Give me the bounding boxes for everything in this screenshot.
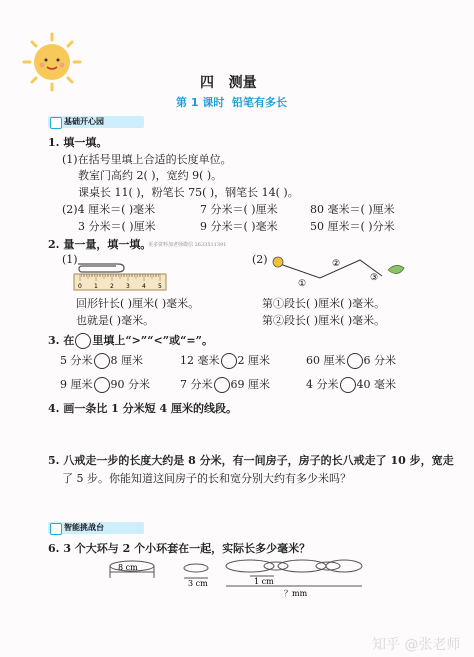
- label-total: ？mm: [284, 589, 308, 598]
- q1-row1: 教室门高约 2( )，宽约 9( )。: [78, 169, 223, 182]
- comparison-circle-blank[interactable]: [94, 377, 110, 393]
- segment-2-label: ②: [332, 259, 341, 269]
- ruler-tick-label: 1: [94, 283, 98, 290]
- lesson-title: [176, 94, 287, 110]
- q2-right-line1: 第①段长( )厘米( )毫米。: [262, 297, 386, 310]
- ruler-tick-label: 2: [110, 283, 114, 290]
- label-big-ring: 8 cm: [118, 563, 138, 572]
- q3-title: [48, 332, 213, 349]
- comparison-circle-blank[interactable]: [340, 377, 356, 393]
- q1-row3-b: 7 分米＝( )厘米: [200, 203, 278, 216]
- segment-1-label: ①: [298, 279, 307, 289]
- comparison-circle-blank[interactable]: [214, 377, 230, 393]
- label-gap: 1 cm: [254, 577, 274, 586]
- q1-row3-c: 80 毫米＝( )厘米: [310, 203, 395, 216]
- ruler-tick-label: 5: [158, 283, 162, 290]
- q2-part2-label: (2): [252, 253, 268, 266]
- q4-text: 4. 画一条比 1 分米短 4 厘米的线段。: [48, 402, 237, 415]
- comparison-right: 40 毫米: [356, 378, 396, 391]
- circle-blank-sample: [75, 333, 91, 349]
- comparison-circle-blank[interactable]: [221, 353, 237, 369]
- q2-right-line2: 第②段长( )厘米( )毫米。: [262, 314, 386, 327]
- q1-title: 1. 填一填。: [48, 136, 108, 149]
- q2-part1-label: (1): [62, 253, 78, 266]
- comparison-left: 7 分米: [180, 378, 213, 391]
- section-tag-label: 基础开心园: [64, 117, 104, 126]
- comparison-left: 12 毫米: [180, 354, 220, 367]
- ruler-tick-label: 3: [126, 283, 130, 290]
- q1-sub1: (1)在括号里填上合适的长度单位。: [62, 153, 232, 166]
- q2-note: 更多资料加老师微信 2633511391: [148, 242, 227, 248]
- q1-row3-a: (2)4 厘米＝( )毫米: [62, 203, 156, 216]
- label-small-ring: 3 cm: [188, 579, 208, 588]
- lesson-label: 第 1 课时: [176, 96, 225, 109]
- q6-title: 6. 3 个大环与 2 个小环套在一起，实际长多少毫米？: [48, 542, 311, 555]
- unit-title: [200, 72, 257, 92]
- segment-3-label: ③: [370, 273, 379, 283]
- ruler-tick-label: 0: [78, 283, 82, 290]
- comparison-circle-blank[interactable]: [94, 353, 110, 369]
- notebook-icon: [50, 117, 62, 129]
- ruler-tick-label: 4: [142, 283, 146, 290]
- q3-title-post: 里填上“>”“<”或“=”。: [92, 334, 213, 347]
- notebook-icon: [50, 523, 62, 535]
- comparison-right: 2 厘米: [237, 354, 270, 367]
- comparison-item: [306, 376, 396, 393]
- comparison-right: 90 分米: [110, 378, 150, 391]
- comparison-right: 8 厘米: [110, 354, 143, 367]
- q2-left-line1: 回形针长( )厘米( )毫米。: [76, 297, 200, 310]
- unit-name: 测量: [228, 75, 257, 91]
- q1-row4-c: 50 厘米＝( )分米: [310, 220, 395, 233]
- q2-left-line2: 也就是( )毫米。: [76, 314, 155, 327]
- comparison-right: 6 分米: [363, 354, 396, 367]
- lesson-name: 铅笔有多长: [232, 96, 287, 109]
- sun-illustration: [18, 32, 90, 94]
- q1-row4-a: 3 分米＝( )厘米: [78, 220, 156, 233]
- broken-line-figure: [262, 252, 412, 290]
- q1-row4-b: 9 分米＝( )毫米: [200, 220, 278, 233]
- comparison-left: 60 厘米: [306, 354, 346, 367]
- section-tag-challenge: [48, 522, 144, 534]
- section-tag-label: 智能挑战台: [64, 523, 104, 532]
- q5-line2: 了 5 步。你能知道这间房子的长和宽分别大约有多少米吗？: [62, 472, 351, 485]
- comparison-right: 69 厘米: [230, 378, 270, 391]
- comparison-item: [60, 352, 143, 369]
- comparison-item: [60, 376, 150, 393]
- comparison-circle-blank[interactable]: [347, 353, 363, 369]
- ruler-with-paperclip: [72, 256, 168, 292]
- comparison-item: [306, 352, 396, 369]
- comparison-left: 5 分米: [60, 354, 93, 367]
- q3-title-pre: 3. 在: [48, 334, 75, 347]
- comparison-left: 9 厘米: [60, 378, 93, 391]
- watermark: 知乎 @张老师: [372, 637, 461, 653]
- q1-row2: 课桌长 11( )，粉笔长 75( )，钢笔长 14( )。: [78, 186, 299, 199]
- rings-diagram: [108, 556, 366, 598]
- section-tag-basic: [48, 116, 144, 128]
- unit-number: 四: [200, 75, 214, 91]
- comparison-item: [180, 352, 270, 369]
- q2-title: 2. 量一量，填一填。: [48, 238, 152, 251]
- comparison-left: 4 分米: [306, 378, 339, 391]
- comparison-item: [180, 376, 270, 393]
- q5-line1: 5. 八戒走一步的长度大约是 8 分米，有一间房子，房子的长八戒走了 10 步，宽走: [48, 454, 454, 467]
